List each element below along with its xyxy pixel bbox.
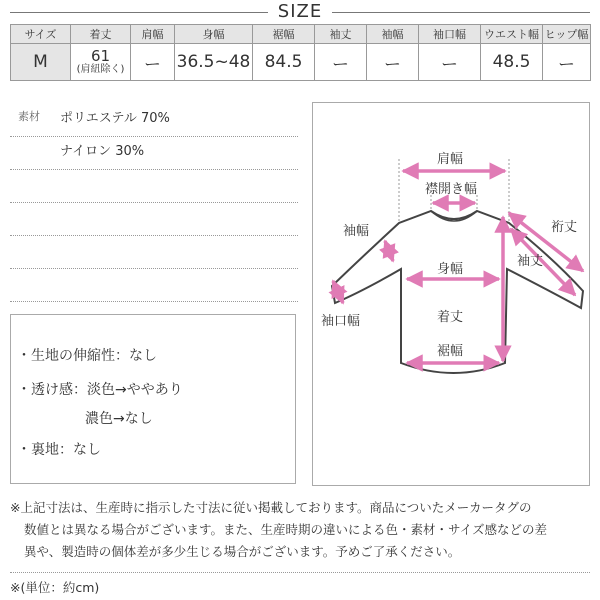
label-neck: 襟開き幅	[425, 182, 478, 197]
header-hip: ヒップ幅	[543, 25, 591, 44]
unit-divider	[10, 572, 590, 573]
size-table-header-row	[11, 25, 591, 44]
note-sheerness: ・透け感：淡色→ややあり	[17, 382, 183, 398]
note-stretch: ・生地の伸縮性：なし	[17, 348, 157, 364]
materials-row-empty	[10, 170, 298, 203]
materials-row	[10, 137, 298, 170]
disclaimer-line: ※上記寸法は、生産時に指示した寸法に従い掲載しております。商品についたメーカータグの	[10, 500, 532, 515]
garment-illustration	[313, 103, 589, 485]
header-shoulder: 肩幅	[131, 25, 175, 44]
header-sleeve-width: 袖幅	[367, 25, 419, 44]
title-divider-right	[332, 12, 590, 13]
header-cuff: 袖口幅	[419, 25, 481, 44]
cell-shoulder: ー	[131, 44, 175, 81]
fabric-notes-box	[10, 314, 296, 484]
page-title: SIZE	[277, 1, 323, 22]
cell-width: 36.5~48	[175, 44, 253, 81]
cell-waist: 48.5	[481, 44, 543, 81]
materials-label: 素材	[18, 110, 40, 123]
label-sleeve-length: 袖丈	[517, 254, 544, 269]
cell-length-value: 61	[90, 46, 111, 65]
title-area	[0, 0, 600, 26]
label-hem: 裾幅	[437, 344, 464, 359]
cell-size: M	[11, 44, 71, 81]
cell-sleeve-width: ー	[367, 44, 419, 81]
disclaimer-line: 数値とは異なる場合がございます。また、生産時期の違いによる色・素材・サイズ感などの差	[24, 522, 548, 537]
note-lining: ・裏地：なし	[17, 442, 101, 458]
materials-row-empty	[10, 203, 298, 236]
label-length: 着丈	[437, 310, 464, 325]
cell-sleeve-length: ー	[315, 44, 367, 81]
label-yuki: 裄丈	[551, 220, 578, 235]
disclaimer-line: 異や、製造時の個体差が多少生じる場合がございます。予めご了承ください。	[24, 544, 461, 559]
size-table-row-m	[11, 44, 591, 81]
materials-item: ナイロン 30%	[60, 144, 145, 159]
cell-length	[71, 44, 131, 81]
materials-row	[10, 104, 298, 137]
arrow-sleeve-width	[385, 241, 393, 261]
size-disclaimer	[10, 497, 594, 563]
label-cuff: 袖口幅	[321, 314, 361, 329]
measurement-diagram	[312, 102, 590, 486]
title-divider-left	[10, 12, 268, 13]
header-hem: 裾幅	[253, 25, 315, 44]
materials-section	[10, 104, 298, 302]
materials-item: ポリエステル 70%	[60, 111, 170, 126]
label-body-width: 身幅	[437, 262, 464, 277]
header-width: 身幅	[175, 25, 253, 44]
note-sheerness-dark: 濃色→なし	[85, 411, 153, 427]
header-waist: ウエスト幅	[481, 25, 543, 44]
size-table	[10, 24, 591, 81]
cell-hem: 84.5	[253, 44, 315, 81]
label-shoulder: 肩幅	[437, 152, 464, 167]
header-length: 着丈	[71, 25, 131, 44]
header-size: サイズ	[11, 25, 71, 44]
cell-hip: ー	[543, 44, 591, 81]
label-sleeve-width: 袖幅	[343, 224, 370, 239]
materials-row-empty	[10, 269, 298, 302]
cell-cuff: ー	[419, 44, 481, 81]
materials-row-empty	[10, 236, 298, 269]
unit-note: ※(単位：約cm)	[10, 580, 100, 595]
cell-length-note: (肩紐除く)	[76, 63, 125, 75]
header-sleeve-length: 袖丈	[315, 25, 367, 44]
